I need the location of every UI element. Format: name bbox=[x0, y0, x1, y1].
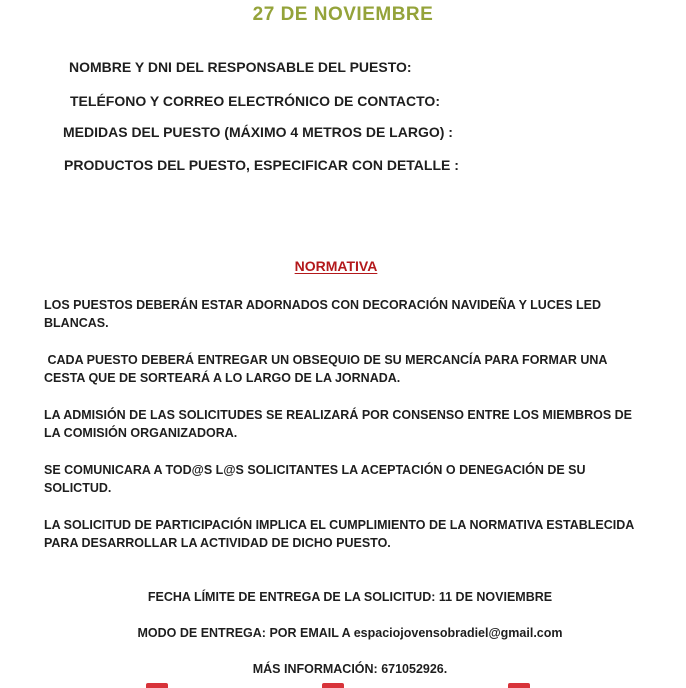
form-field-phone-email: TELÉFONO Y CORREO ELECTRÓNICO DE CONTACTO: bbox=[70, 93, 440, 109]
rule-notification: SE COMUNICARA A TOD@S L@S SOLICITANTES LA ACEPTACIÓN O DENEGACIÓN DE SU SOLICTUD. bbox=[44, 463, 586, 495]
rule-decoration: LOS PUESTOS DEBERÁN ESTAR ADORNADOS CON DECORACIÓN NAVIDEÑA Y LUCES LED BLANCAS. bbox=[44, 298, 602, 330]
deadline-text: FECHA LÍMITE DE ENTREGA DE LA SOLICITUD: 11 DE NOVIEMBRE bbox=[147, 590, 553, 604]
more-info-text: MÁS INFORMACIÓN: 671052926. bbox=[252, 662, 448, 676]
form-field-name-dni: NOMBRE Y DNI DEL RESPONSABLE DEL PUESTO: bbox=[69, 59, 412, 75]
form-field-stall-size: MEDIDAS DEL PUESTO (MÁXIMO 4 METROS DE LARGO) : bbox=[63, 124, 453, 140]
rule-admission: LA ADMISIÓN DE LAS SOLICITUDES SE REALIZARÁ POR CONSENSO ENTRE LOS MIEMBROS DE LA COMISIÓN ORGANIZADORA. bbox=[44, 408, 633, 440]
normativa-title: NORMATIVA bbox=[294, 258, 378, 274]
rule-gift: CADA PUESTO DEBERÁ ENTREGAR UN OBSEQUIO DE SU MERCANCÍA PARA FORMAR UNA CESTA QUE DE SORTEARÁ A LO LARGO DE LA JORNADA. bbox=[44, 353, 611, 385]
form-field-products: PRODUCTOS DEL PUESTO, ESPECIFICAR CON DETALLE : bbox=[64, 157, 459, 173]
delivery-method-text: MODO DE ENTREGA: POR EMAIL A espaciojovensobradiel@gmail.com bbox=[137, 626, 563, 640]
event-date: 27 DE NOVIEMBRE bbox=[252, 4, 434, 25]
rule-compliance: LA SOLICITUD DE PARTICIPACIÓN IMPLICA EL CUMPLIMIENTO DE LA NORMATIVA ESTABLECIDA PARA DESARROLLAR LA ACTIVIDAD DE DICHO PUESTO. bbox=[44, 518, 634, 550]
